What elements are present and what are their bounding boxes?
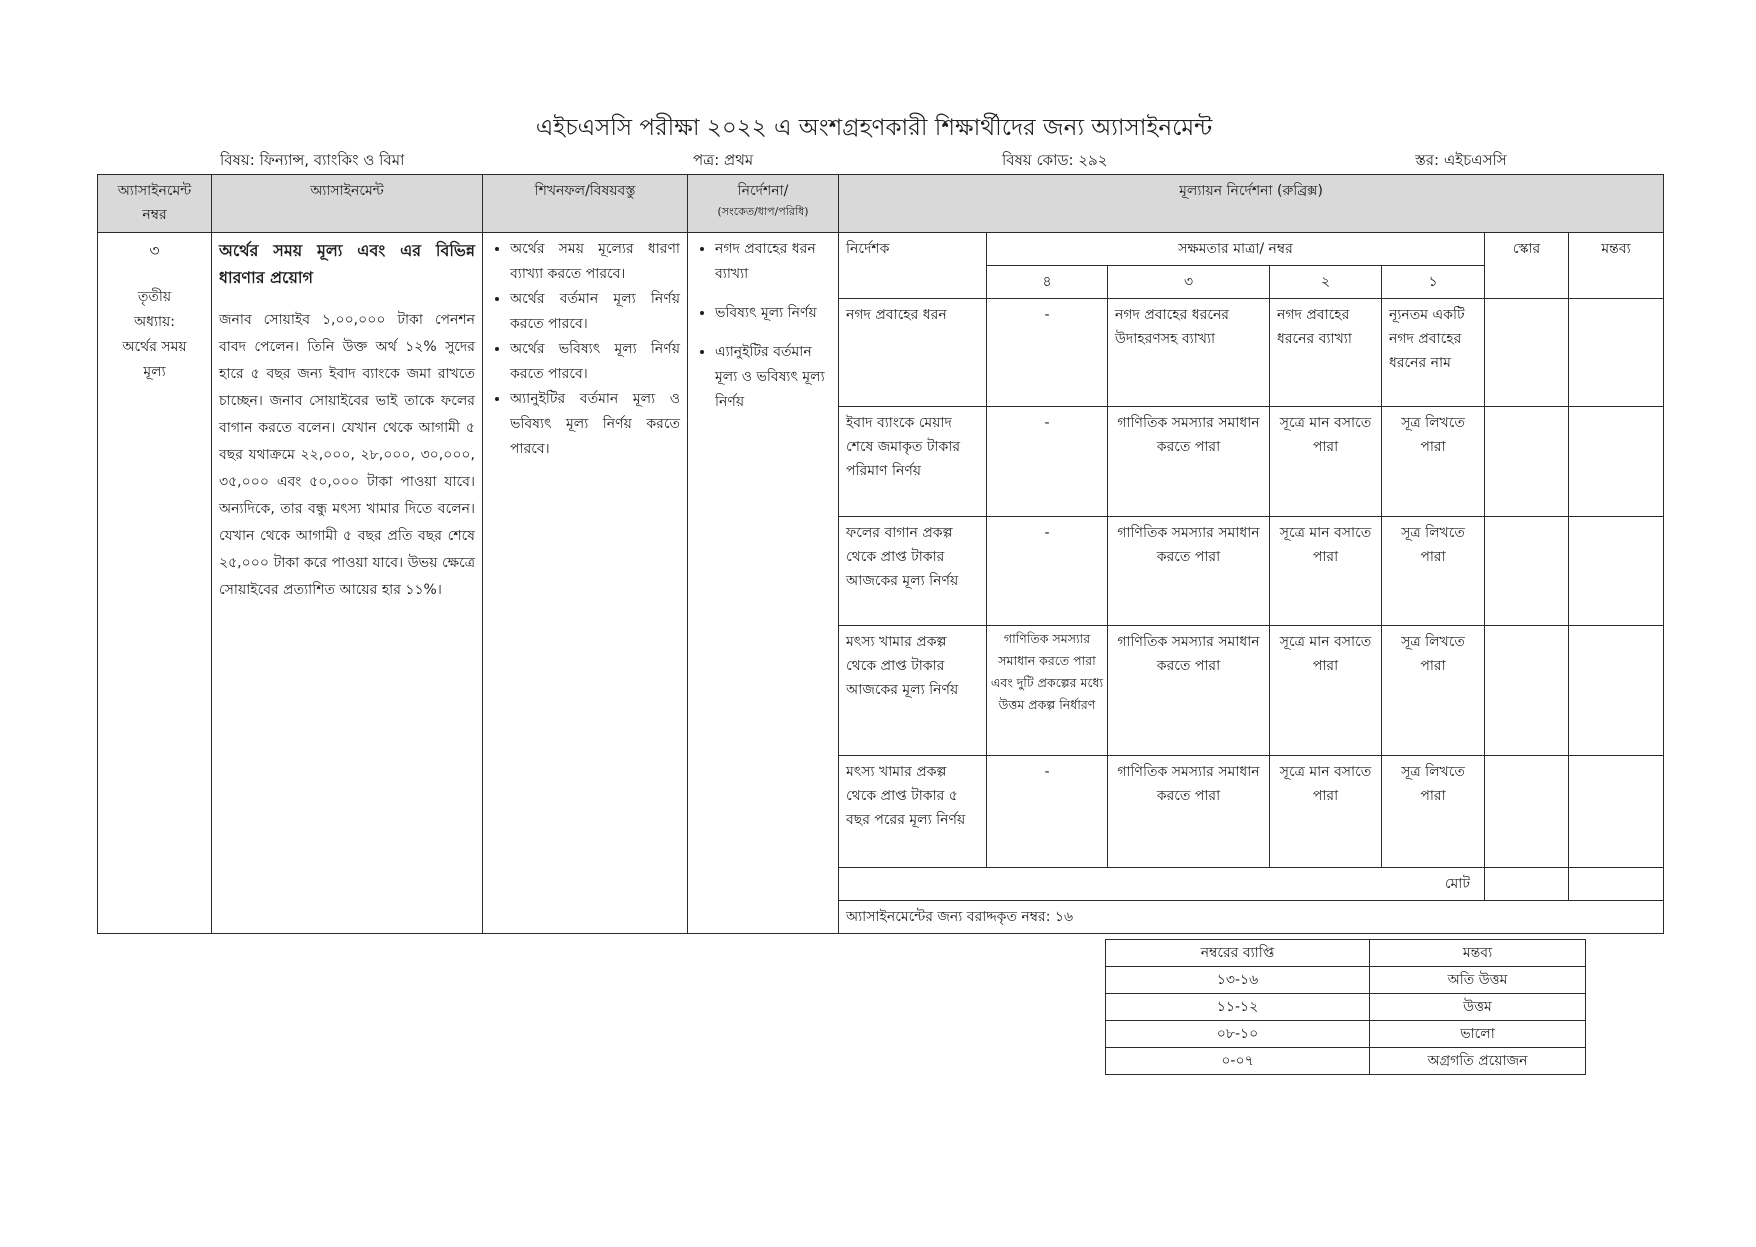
level-1-header: ১	[1382, 266, 1485, 299]
score-header: স্কোর	[1485, 233, 1569, 299]
level-label: স্তর: এইচএসসি	[1415, 151, 1507, 169]
instruction-cell	[688, 233, 839, 934]
list-item: • অর্থের সময় মূল্যের ধারণা ব্যাখ্যা করতে পারবে।	[510, 237, 680, 287]
range-cell: ০৮-১০	[1106, 1021, 1370, 1048]
learning-outcome-cell	[483, 233, 688, 934]
remark-cell	[1569, 407, 1664, 517]
list-item: • অর্থের ভবিষ্যৎ মূল্য নির্ণয় করতে পারবে।	[510, 337, 680, 387]
rubric-header-row	[98, 233, 1664, 266]
header-instruction-sub: (সংকেত/ধাপ/পরিধি)	[717, 205, 809, 218]
chapter-line: মূল্য	[143, 364, 166, 380]
assignment-cell	[212, 233, 483, 934]
chapter-line: তৃতীয়	[137, 289, 172, 305]
level-4-cell: গাণিতিক সমস্যার সমাধান করতে পারা এবং দুটি প্রকল্পের মধ্যে উত্তম প্রকল্প নির্ধারণ	[987, 626, 1108, 756]
level-4-cell: -	[987, 756, 1108, 868]
score-cell	[1485, 299, 1569, 407]
subject-label: বিষয়: ফিন্যান্স, ব্যাংকিং ও বিমা	[220, 151, 405, 169]
range-cell: ১৩-১৬	[1106, 967, 1370, 994]
range-cell: ১১-১২	[1106, 994, 1370, 1021]
table-row	[1106, 967, 1586, 994]
table-row	[1106, 994, 1586, 1021]
indicator-cell: মৎস্য খামার প্রকল্প থেকে প্রাপ্ত টাকার আজকের মূল্য নির্ণয়	[839, 626, 987, 756]
header-assignment: অ্যাসাইনমেন্ট	[212, 175, 483, 233]
level-1-cell: সূত্র লিখতে পারা	[1382, 756, 1485, 868]
level-1-cell: সূত্র লিখতে পারা	[1382, 517, 1485, 626]
document-title: এইচএসসি পরীক্ষা ২০২২ এ অংশগ্রহণকারী শিক্ষার্থীদের জন্য অ্যাসাইনমেন্ট	[535, 115, 1213, 141]
score-range-table	[1105, 939, 1586, 1075]
list-item: • ভবিষ্যৎ মূল্য নির্ণয়	[715, 301, 831, 326]
table-row	[1106, 1021, 1586, 1048]
level-2-header: ২	[1270, 266, 1382, 299]
level-3-cell: গাণিতিক সমস্যার সমাধান করতে পারা	[1108, 626, 1270, 756]
chapter-line: অধ্যায়:	[133, 314, 176, 330]
header-instruction	[688, 175, 839, 233]
allotted-marks: অ্যাসাইনমেন্টের জন্য বরাদ্দকৃত নম্বর: ১৬	[839, 901, 1664, 934]
assignment-title: অর্থের সময় মূল্য এবং এর বিভিন্ন ধারণার প্রয়োগ	[219, 241, 475, 287]
assignment-body: জনাব সোয়াইব ১,০০,০০০ টাকা পেনশন বাবদ পেলেন। তিনি উক্ত অর্থ ১২% সুদের হারে ৫ বছর জন্য ইবাদ ব্যাংকে জমা রাখতে চাচ্ছেন। জনাব সোয়াইবের ভাই তাকে ফলের বাগান করতে বলেন। যেখান থেকে আগামী ৫ বছর যথাক্রমে ২২,০০০, ২৮,০০০, ৩০,০০০, ৩৫,০০০ এবং ৫০,০০০ টাকা পাওয়া যাবে। অন্যদিকে, তার বন্ধু মৎস্য খামার দিতে বলেন। যেখান থেকে আগামী ৫ বছর প্রতি বছর শেষে ২৫,০০০ টাকা করে পাওয়া যাবে। উভয় ক্ষেত্রে সোয়াইবের প্রত্যাশিত আয়ের হার ১১%।	[219, 312, 475, 598]
list-item: • অ্যানুইটির বর্তমান মূল্য ও ভবিষ্যৎ মূল্য নির্ণয় করতে পারবে।	[510, 387, 680, 462]
level-2-cell: সূত্রে মান বসাতে পারা	[1270, 626, 1382, 756]
score-cell	[1485, 626, 1569, 756]
learning-outcome-list	[490, 237, 680, 462]
score-cell	[1485, 517, 1569, 626]
subject-code-label: বিষয় কোড: ২৯২	[1002, 151, 1108, 169]
list-item: • এ্যানুইটির বর্তমান মূল্য ও ভবিষ্যৎ মূল্য নির্ণয়	[715, 340, 831, 415]
level-2-cell: সূত্রে মান বসাতে পারা	[1270, 517, 1382, 626]
total-remark-cell	[1569, 868, 1664, 901]
indicator-cell: ফলের বাগান প্রকল্প থেকে প্রাপ্ত টাকার আজকের মূল্য নির্ণয়	[839, 517, 987, 626]
remark-cell	[1569, 626, 1664, 756]
level-2-cell: নগদ প্রবাহের ধরনের ব্যাখ্যা	[1270, 299, 1382, 407]
total-label: মোট	[839, 868, 1485, 901]
total-score-cell	[1485, 868, 1569, 901]
level-1-cell: সূত্র লিখতে পারা	[1382, 626, 1485, 756]
level-4-cell: -	[987, 517, 1108, 626]
remark-cell	[1569, 517, 1664, 626]
level-4-cell: -	[987, 407, 1108, 517]
level-3-cell: গাণিতিক সমস্যার সমাধান করতে পারা	[1108, 407, 1270, 517]
assignment-number-cell	[98, 233, 212, 934]
header-instruction-main: নির্দেশনা/	[737, 183, 789, 199]
indicator-cell: মৎস্য খামার প্রকল্প থেকে প্রাপ্ত টাকার ৫ বছর পরের মূল্য নির্ণয়	[839, 756, 987, 868]
header-assignment-no: অ্যাসাইনমেন্ট নম্বর	[98, 175, 212, 233]
assignment-number: ৩	[149, 241, 160, 260]
table-header-row	[98, 175, 1664, 233]
level-2-cell: সূত্রে মান বসাতে পারা	[1270, 407, 1382, 517]
score-range-header-row	[1106, 940, 1586, 967]
score-cell	[1485, 407, 1569, 517]
indicator-cell: নগদ প্রবাহের ধরন	[839, 299, 987, 407]
level-3-cell: নগদ প্রবাহের ধরনের উদাহরণসহ ব্যাখ্যা	[1108, 299, 1270, 407]
assignment-table	[97, 174, 1664, 934]
range-cell: ০-০৭	[1106, 1048, 1370, 1075]
remark-cell: অগ্রগতি প্রয়োজন	[1370, 1048, 1586, 1075]
score-cell	[1485, 756, 1569, 868]
level-1-cell: সূত্র লিখতে পারা	[1382, 407, 1485, 517]
remark-header: মন্তব্য	[1370, 940, 1586, 967]
level-4-header: ৪	[987, 266, 1108, 299]
level-3-cell: গাণিতিক সমস্যার সমাধান করতে পারা	[1108, 756, 1270, 868]
table-row	[1106, 1048, 1586, 1075]
remark-cell	[1569, 756, 1664, 868]
range-header: নম্বরের ব্যাপ্তি	[1106, 940, 1370, 967]
remark-cell: ভালো	[1370, 1021, 1586, 1048]
levels-header: সক্ষমতার মাত্রা/ নম্বর	[987, 233, 1485, 266]
remark-cell: উত্তম	[1370, 994, 1586, 1021]
instruction-list	[695, 237, 831, 415]
header-learning-outcome: শিখনফল/বিষয়বস্তু	[483, 175, 688, 233]
list-item: • অর্থের বর্তমান মূল্য নির্ণয় করতে পারবে।	[510, 287, 680, 337]
level-4-cell: -	[987, 299, 1108, 407]
header-evaluation: মূল্যায়ন নির্দেশনা (রুব্রিক্স)	[839, 175, 1664, 233]
remark-cell	[1569, 299, 1664, 407]
remark-header: মন্তব্য	[1569, 233, 1664, 299]
list-item: • নগদ প্রবাহের ধরন ব্যাখ্যা	[715, 237, 831, 287]
level-2-cell: সূত্রে মান বসাতে পারা	[1270, 756, 1382, 868]
chapter-line: অর্থের সময়	[122, 339, 187, 355]
chapter-label	[105, 285, 204, 385]
indicator-header: নির্দেশক	[839, 233, 987, 299]
level-1-cell: ন্যূনতম একটি নগদ প্রবাহের ধরনের নাম	[1382, 299, 1485, 407]
remark-cell: অতি উত্তম	[1370, 967, 1586, 994]
level-3-header: ৩	[1108, 266, 1270, 299]
paper-label: পত্র: প্রথম	[693, 151, 754, 169]
indicator-cell: ইবাদ ব্যাংকে মেয়াদ শেষে জমাকৃত টাকার পরিমাণ নির্ণয়	[839, 407, 987, 517]
level-3-cell: গাণিতিক সমস্যার সমাধান করতে পারা	[1108, 517, 1270, 626]
